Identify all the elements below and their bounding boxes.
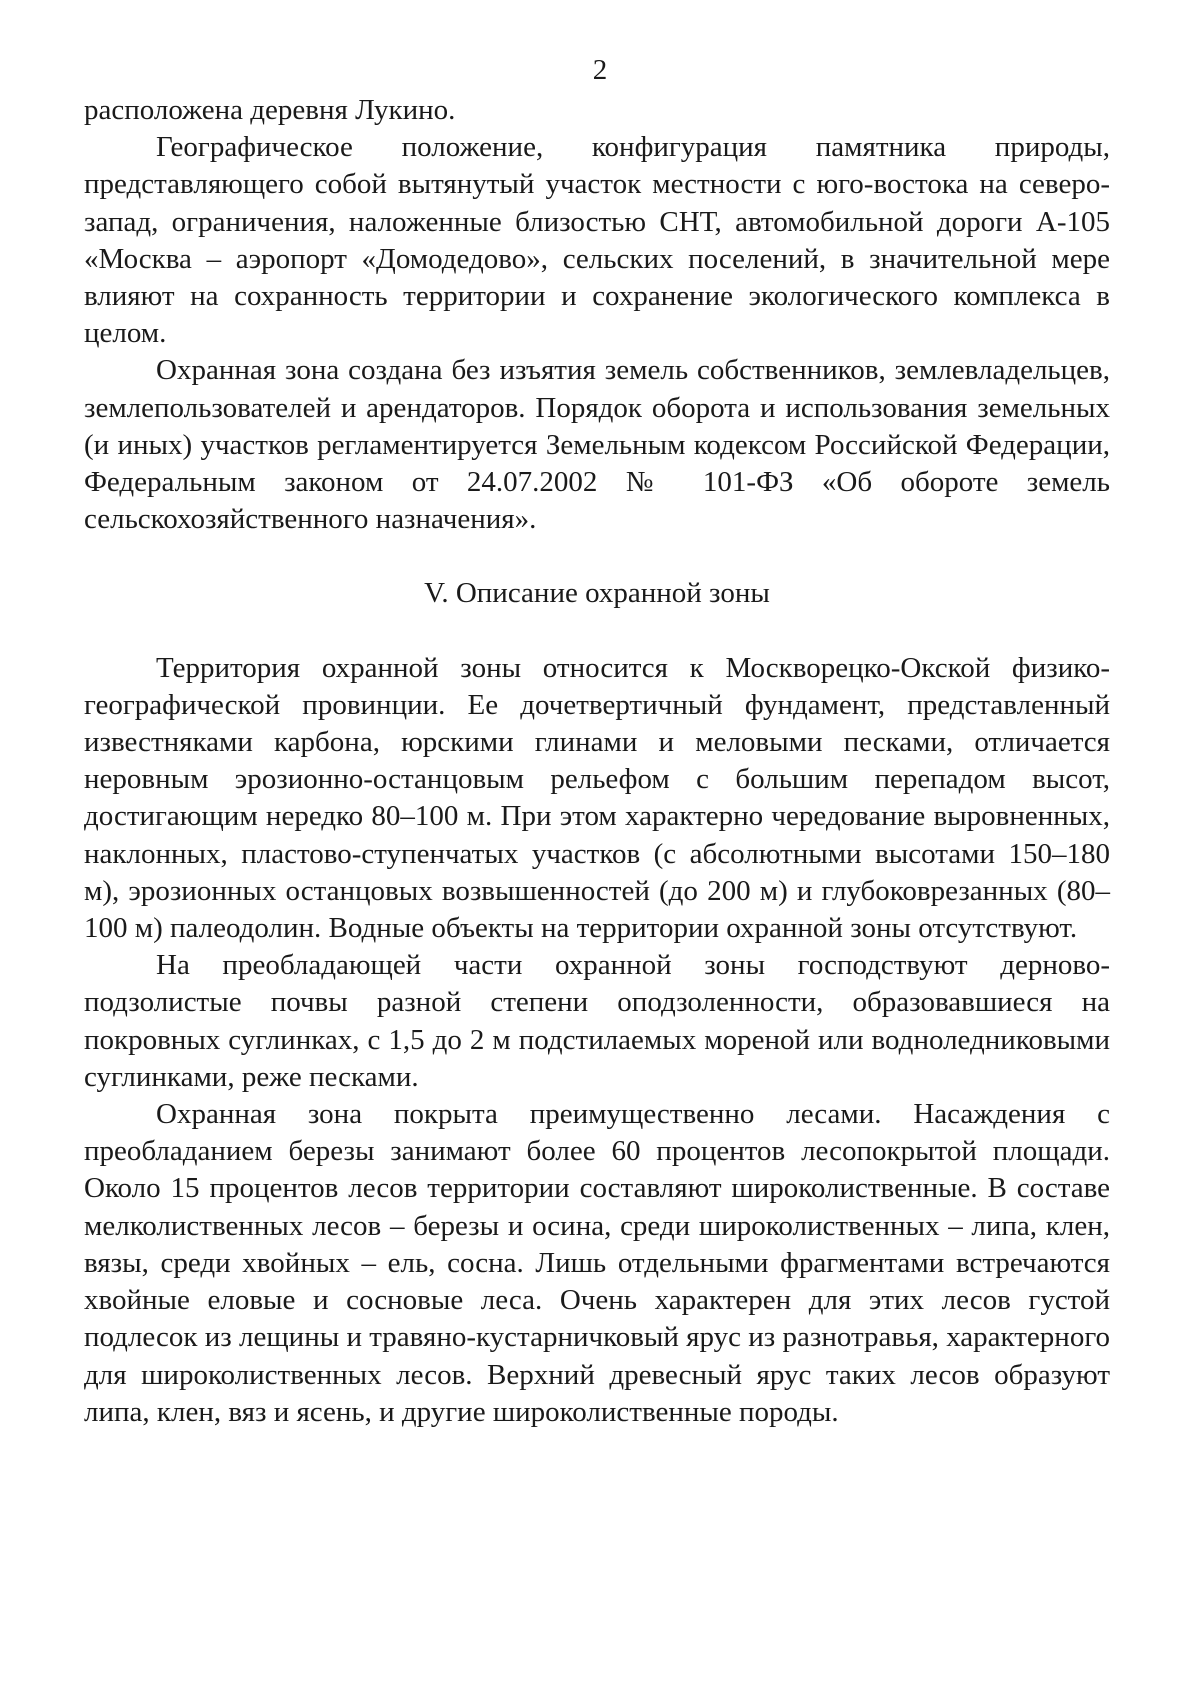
paragraph-soils: На преобладающей части охранной зоны господствуют дерново-подзолистые почвы разной степени оподзоленности, образовавшиеся на покровных суглинках, с 1,5 до 2 м подстилаемых мореной или водноледниковыми суглинками, реже песками. (84, 949, 1110, 1093)
paragraph-land-ownership: Охранная зона создана без изъятия земель собственников, землевладельцев, землепользователей и арендаторов. Порядок оборота и использования земельных (и иных) участков регламентируется Земельным кодексом Российской Федерации, Федеральным законом от 24.07.2002 № 101-ФЗ «Об обороте земель сельскохозяйственного назначения». (84, 354, 1110, 536)
document-body (84, 92, 1110, 1431)
paragraph-continuation: расположена деревня Лукино. (84, 94, 456, 126)
section-heading: V. Описание охранной зоны (424, 577, 770, 610)
paragraph-geographic-position: Географическое положение, конфигурация памятника природы, представляющего собой вытянутый участок местности с юго-востока на северо-запад, ограничения, наложенные близостью СНТ, автомобильной дороги А-105 «Москва – аэропорт «Домодедово», сельских поселений, в значительной мере влияют на сохранность территории и сохранение экологического комплекса в целом. (84, 131, 1110, 350)
paragraph-relief: Территория охранной зоны относится к Москворецко-Окской физико-географической провинции. Ее дочетвертичный фундамент, представленный известняками карбона, юрскими глинами и меловыми песками, отличается неровным эрозионно-останцовым рельефом с большим перепадом высот, достигающим нередко 80–100 м. При этом характерно чередование выровненных, наклонных, пластово-ступенчатых участков (с абсолютными высотами 150–180 м), эрозионных останцовых возвышенностей (до 200 м) и глубоковрезанных (80–100 м) палеодолин. Водные объекты на территории охранной зоны отсутствуют. (84, 651, 1110, 945)
page-number: 2 (592, 54, 608, 86)
paragraph-forests: Охранная зона покрыта преимущественно лесами. Насаждения с преобладанием березы занимают более 60 процентов лесопокрытой площади. Около 15 процентов лесов территории составляют широколиственные. В составе мелколиственных лесов – березы и осина, среди широколиственных – липа, клен, вязы, среди хвойных – ель, сосна. Лишь отдельными фрагментами встречаются хвойные еловые и сосновые леса. Очень характерен для этих лесов густой подлесок из лещины и травяно-кустарничковый ярус из разнотравья, характерного для широколиственных лесов. Верхний древесный ярус таких лесов образуют липа, клен, вяз и ясень, и другие широколиственные породы. (84, 1098, 1110, 1428)
